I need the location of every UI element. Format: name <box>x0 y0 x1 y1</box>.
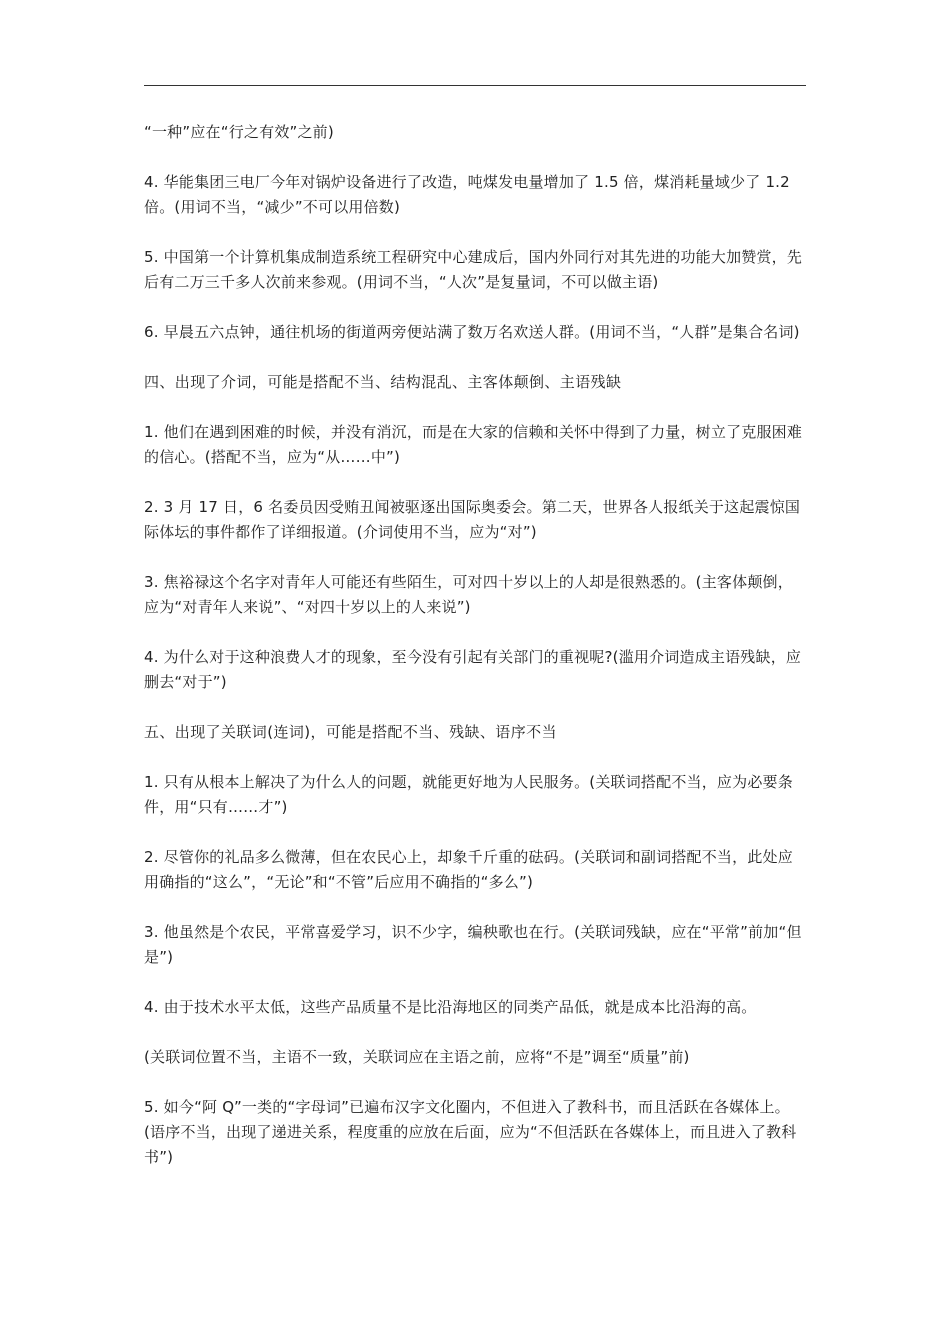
document-body <box>144 120 808 1195</box>
example-paragraph: 2. 3 月 17 日，6 名委员因受贿丑闻被驱逐出国际奥委会。第二天，世界各人报纸关于这起震惊国际体坛的事件都作了详细报道。(介词使用不当，应为“对”) <box>144 498 801 541</box>
example-explanation: (关联词位置不当，主语不一致，关联词应在主语之前，应将“不是”调至“质量”前) <box>144 1048 690 1066</box>
example-paragraph: 5. 如今“阿 Q”一类的“字母词”已遍布汉字文化圈内，不但进入了教科书，而且活跃在各媒体上。(语序不当，出现了递进关系，程度重的应放在后面，应为“不但活跃在各媒体上，而且进入了教科书”) <box>144 1098 797 1166</box>
example-paragraph: 3. 焦裕禄这个名字对青年人可能还有些陌生，可对四十岁以上的人却是很熟悉的。(主客体颠倒，应为“对青年人来说”、“对四十岁以上的人来说”) <box>144 573 793 616</box>
header-rule <box>144 85 806 86</box>
example-paragraph: 2. 尽管你的礼品多么微薄，但在农民心上，却象千斤重的砝码。(关联词和副词搭配不当，此处应用确指的“这么”，“无论”和“不管”后应用不确指的“多么”) <box>144 848 793 891</box>
example-paragraph: 1. 只有从根本上解决了为什么人的问题，就能更好地为人民服务。(关联词搭配不当，应为必要条件，用“只有……才”) <box>144 773 793 816</box>
paragraph-continuation: “一种”应在“行之有效”之前) <box>144 123 334 141</box>
section-heading: 四、出现了介词，可能是搭配不当、结构混乱、主客体颠倒、主语残缺 <box>144 373 622 391</box>
section-heading: 五、出现了关联词(连词)，可能是搭配不当、残缺、语序不当 <box>144 723 557 741</box>
example-paragraph: 5. 中国第一个计算机集成制造系统工程研究中心建成后，国内外同行对其先进的功能大加赞赏，先后有二万三千多人次前来参观。(用词不当，“人次”是复量词，不可以做主语) <box>144 248 803 291</box>
example-paragraph: 4. 由于技术水平太低，这些产品质量不是比沿海地区的同类产品低，就是成本比沿海的高。 <box>144 998 757 1016</box>
example-paragraph: 1. 他们在遇到困难的时候，并没有消沉，而是在大家的信赖和关怀中得到了力量，树立了克服困难的信心。(搭配不当，应为“从……中”) <box>144 423 803 466</box>
example-paragraph: 3. 他虽然是个农民，平常喜爱学习，识不少字，编秧歌也在行。(关联词残缺，应在“平常”前加“但是”) <box>144 923 802 966</box>
example-paragraph: 6. 早晨五六点钟，通往机场的街道两旁便站满了数万名欢送人群。(用词不当，“人群”是集合名词) <box>144 323 800 341</box>
example-paragraph: 4. 为什么对于这种浪费人才的现象，至今没有引起有关部门的重视呢?(滥用介词造成主语残缺，应删去“对于”) <box>144 648 802 691</box>
example-paragraph: 4. 华能集团三电厂今年对锅炉设备进行了改造，吨煤发电量增加了 1.5 倍，煤消耗量域少了 1.2 倍。(用词不当，“减少”不可以用倍数) <box>144 173 790 216</box>
